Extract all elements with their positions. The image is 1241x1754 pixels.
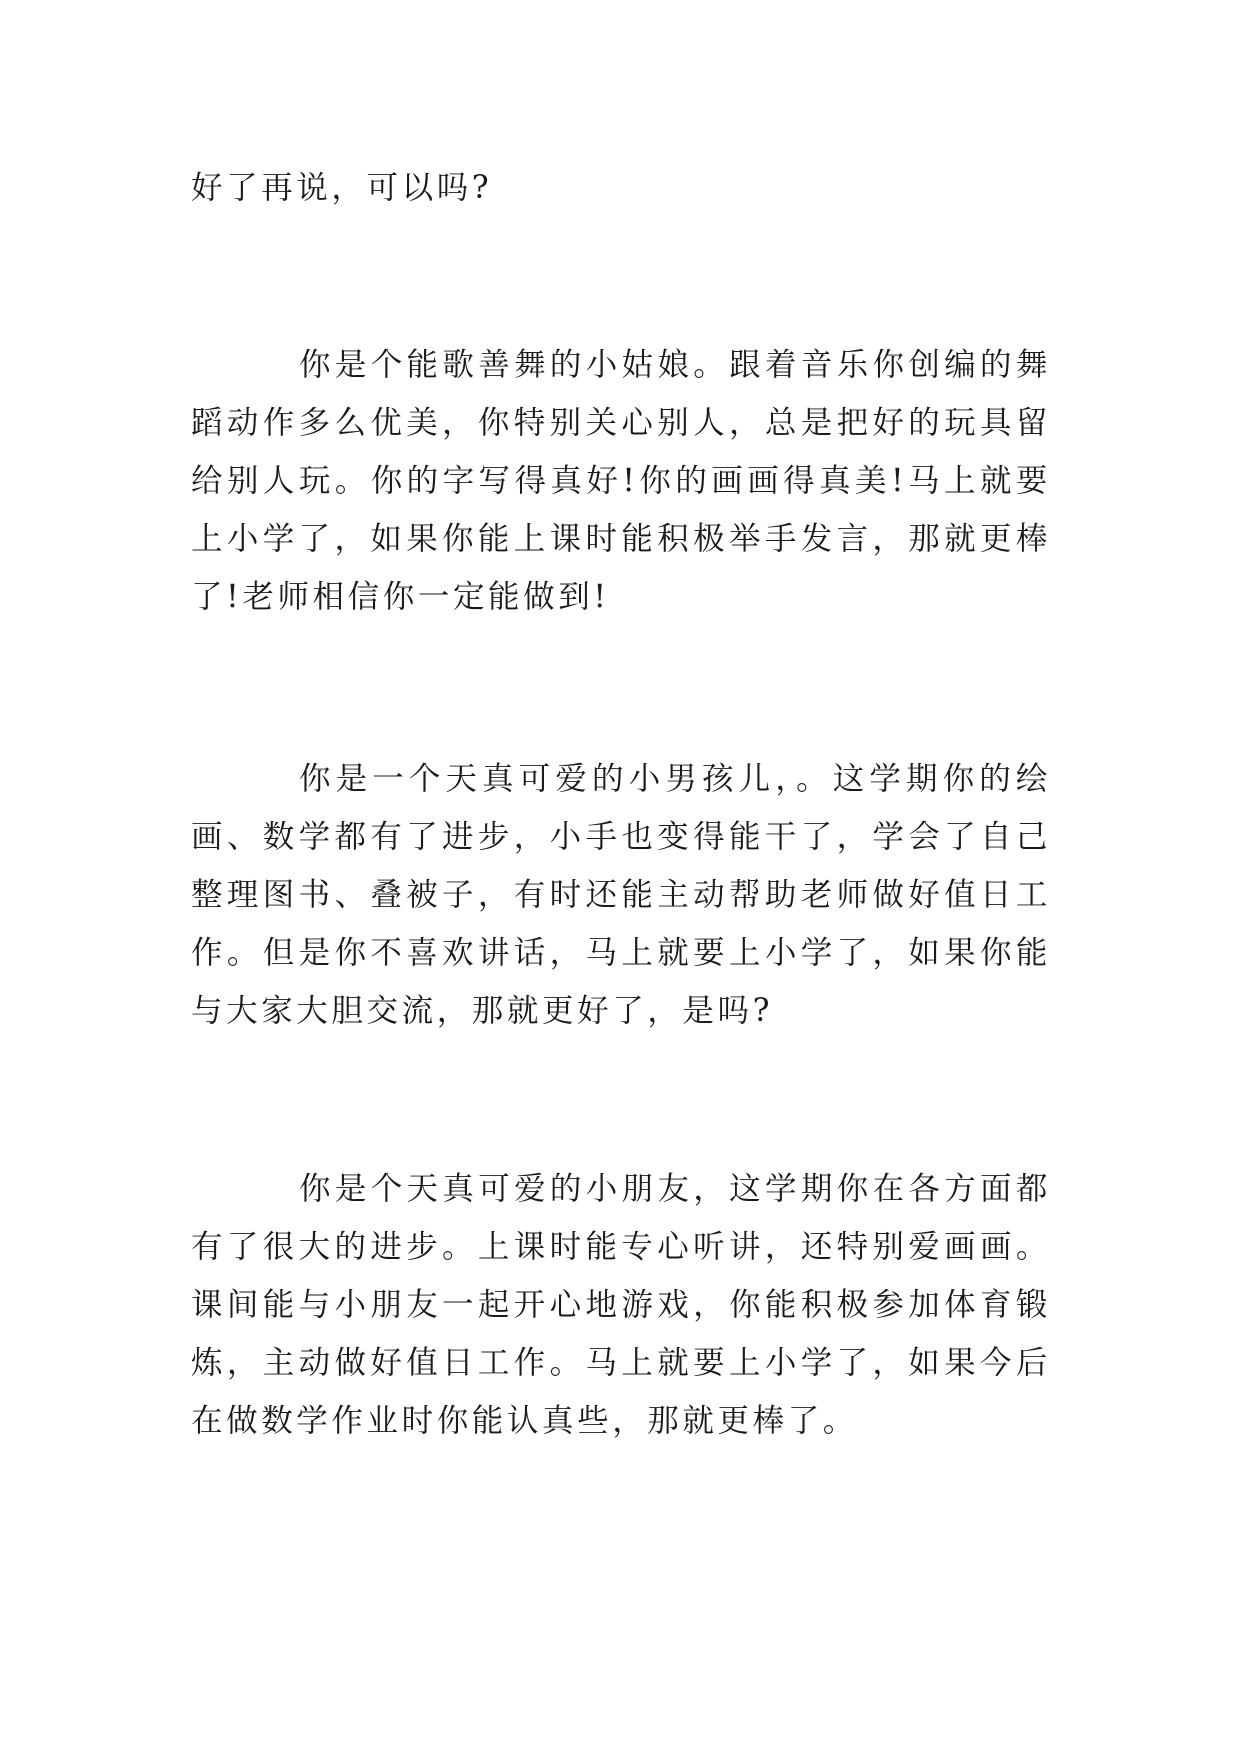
paragraph-text: 你是个天真可爱的小朋友，这学期你在各方面都有了很大的进步。上课时能专心听讲，还特别爱画画。课间能与小朋友一起开心地游戏，你能积极参加体育锻炼，主动做好值日工作。马上就要上小学了，如果今后在做数学作业时你能认真些，那就更棒了。 — [191, 1171, 1051, 1439]
comment-paragraph-3 — [191, 1160, 1051, 1450]
paragraph-text: 你是一个天真可爱的小男孩儿，。这学期你的绘画、数学都有了进步，小手也变得能干了，学会了自己整理图书、叠被子，有时还能主动帮助老师做好值日工作。但是你不喜欢讲话，马上就要上小学了，如果你能与大家大胆交流，那就更好了，是吗? — [191, 761, 1051, 1029]
comment-paragraph-1 — [191, 336, 1051, 626]
fragment-text: 好了再说，可以吗? — [191, 170, 493, 206]
paragraph-text: 你是个能歌善舞的小姑娘。跟着音乐你创编的舞蹈动作多么优美，你特别关心别人，总是把好的玩具留给别人玩。你的字写得真好!你的画画得真美!马上就要上小学了，如果你能上课时能积极举手发言，那就更棒了!老师相信你一定能做到! — [191, 347, 1051, 615]
comment-paragraph-2 — [191, 750, 1051, 1040]
continued-fragment — [191, 159, 1051, 217]
